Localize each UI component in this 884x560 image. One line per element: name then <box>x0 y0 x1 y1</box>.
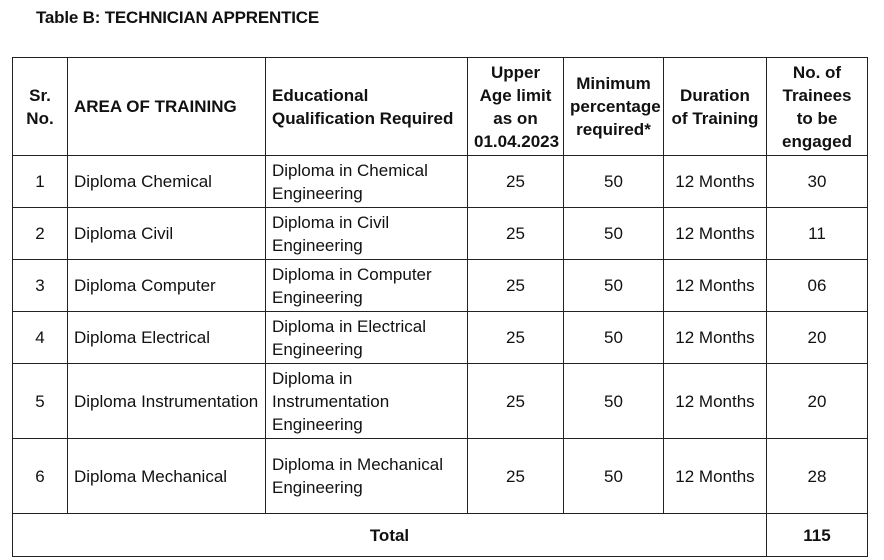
technician-apprentice-table <box>12 57 868 557</box>
header-qualification: Educational Qualification Required <box>266 58 468 156</box>
cell-sr-no: 3 <box>13 260 68 312</box>
cell-area: Diploma Civil <box>68 208 266 260</box>
total-label: Total <box>13 514 767 557</box>
cell-area: Diploma Chemical <box>68 156 266 208</box>
total-row <box>13 514 868 557</box>
header-area-of-training: AREA OF TRAINING <box>68 58 266 156</box>
header-no-of-trainees: No. of Trainees to be engaged <box>767 58 868 156</box>
header-min-percentage: Minimum percentage required* <box>564 58 664 156</box>
header-duration: Duration of Training <box>664 58 767 156</box>
cell-qualification: Diploma in Instrumentation Engineering <box>266 364 468 439</box>
cell-duration: 12 Months <box>664 208 767 260</box>
cell-qualification: Diploma in Chemical Engineering <box>266 156 468 208</box>
cell-area: Diploma Computer <box>68 260 266 312</box>
cell-age: 25 <box>468 364 564 439</box>
table-row <box>13 260 868 312</box>
cell-duration: 12 Months <box>664 260 767 312</box>
table-row <box>13 208 868 260</box>
cell-percentage: 50 <box>564 439 664 514</box>
table-row <box>13 312 868 364</box>
cell-duration: 12 Months <box>664 312 767 364</box>
cell-trainees: 11 <box>767 208 868 260</box>
cell-trainees: 20 <box>767 312 868 364</box>
cell-trainees: 06 <box>767 260 868 312</box>
cell-area: Diploma Electrical <box>68 312 266 364</box>
cell-trainees: 28 <box>767 439 868 514</box>
cell-duration: 12 Months <box>664 156 767 208</box>
cell-qualification: Diploma in Electrical Engineering <box>266 312 468 364</box>
table-row <box>13 156 868 208</box>
cell-duration: 12 Months <box>664 439 767 514</box>
cell-age: 25 <box>468 156 564 208</box>
cell-sr-no: 2 <box>13 208 68 260</box>
total-value: 115 <box>767 514 868 557</box>
table-row <box>13 364 868 439</box>
cell-qualification: Diploma in Civil Engineering <box>266 208 468 260</box>
cell-area: Diploma Instrumentation <box>68 364 266 439</box>
cell-age: 25 <box>468 260 564 312</box>
cell-age: 25 <box>468 312 564 364</box>
cell-trainees: 20 <box>767 364 868 439</box>
cell-sr-no: 1 <box>13 156 68 208</box>
cell-percentage: 50 <box>564 156 664 208</box>
header-sr-no: Sr. No. <box>13 58 68 156</box>
cell-trainees: 30 <box>767 156 868 208</box>
cell-qualification: Diploma in Computer Engineering <box>266 260 468 312</box>
cell-percentage: 50 <box>564 312 664 364</box>
cell-percentage: 50 <box>564 364 664 439</box>
cell-duration: 12 Months <box>664 364 767 439</box>
cell-sr-no: 6 <box>13 439 68 514</box>
cell-sr-no: 4 <box>13 312 68 364</box>
cell-percentage: 50 <box>564 208 664 260</box>
cell-qualification: Diploma in Mechanical Engineering <box>266 439 468 514</box>
header-upper-age-limit: Upper Age limit as on 01.04.2023 <box>468 58 564 156</box>
cell-age: 25 <box>468 208 564 260</box>
cell-age: 25 <box>468 439 564 514</box>
table-row <box>13 439 868 514</box>
cell-area: Diploma Mechanical <box>68 439 266 514</box>
header-row <box>13 58 868 156</box>
cell-sr-no: 5 <box>13 364 68 439</box>
cell-percentage: 50 <box>564 260 664 312</box>
table-title: Table B: TECHNICIAN APPRENTICE <box>36 8 320 27</box>
